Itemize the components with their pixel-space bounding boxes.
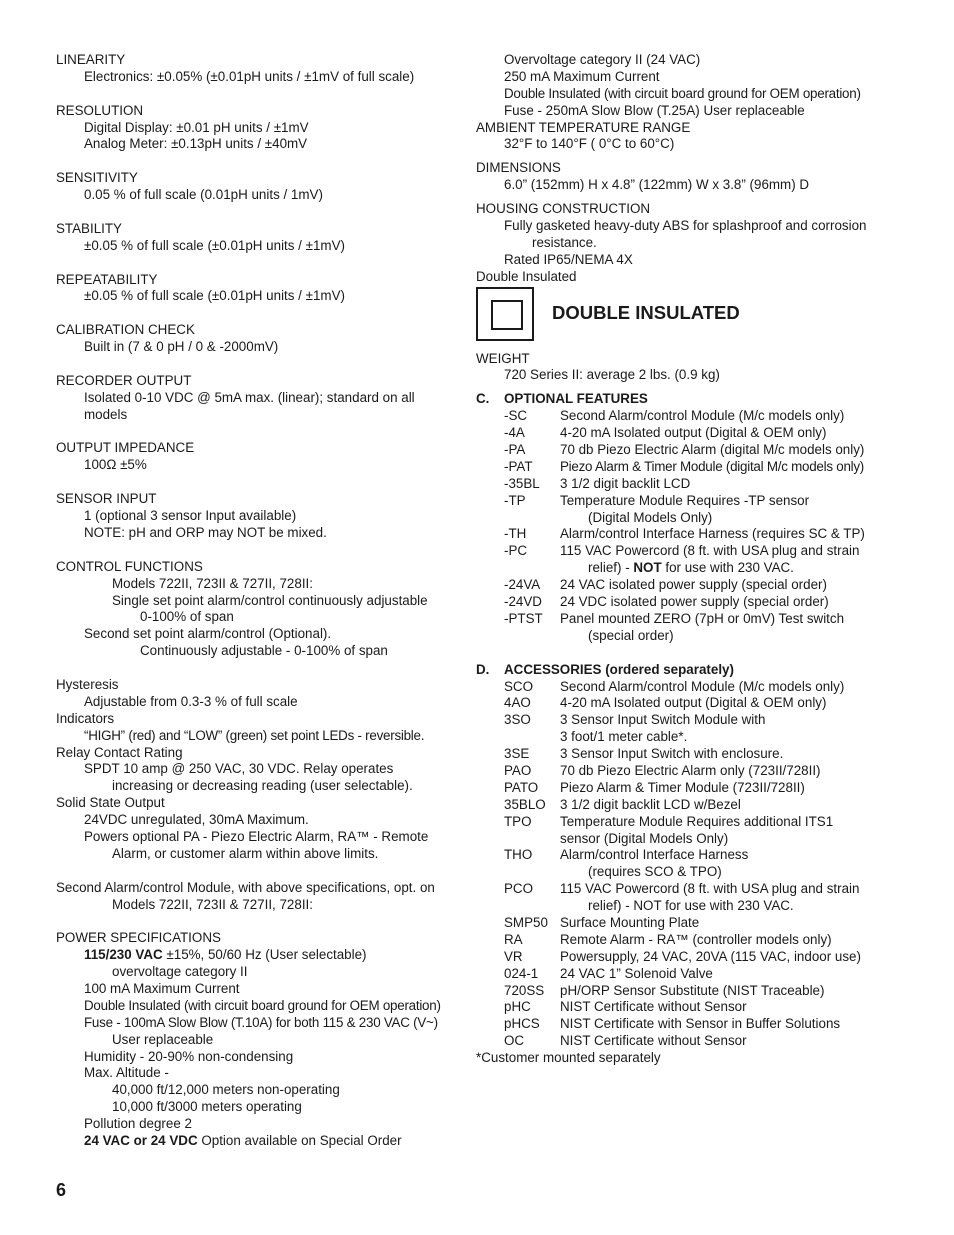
sensor-value: 1 (optional 3 sensor Input available) [84, 508, 297, 524]
power-double-insulated: Double Insulated (with circuit board ground for OEM operation) [84, 997, 441, 1013]
list-item: -35BL 3 1/2 digit backlit LCD [504, 475, 691, 491]
list-item: -PAT Piezo Alarm & Timer Module (digital M/c models only) [504, 458, 865, 474]
left-column [56, 52, 466, 1150]
hysteresis-heading: Hysteresis [56, 676, 119, 692]
power-option-rest: Option available on Special Order [197, 1133, 402, 1148]
indicators-heading: Indicators [56, 710, 115, 726]
power-heading: POWER SPECIFICATIONS [56, 930, 221, 946]
right-column [476, 52, 916, 1067]
sensitivity-heading: SENSITIVITY [56, 170, 138, 186]
sensor-heading: SENSOR INPUT [56, 491, 157, 507]
list-item: 3SO 3 Sensor Input Switch Module with [504, 712, 766, 728]
power-option-line [56, 1133, 466, 1150]
solid-powers: Powers optional PA - Piezo Electric Alarm, RA™ - Remote [84, 828, 429, 844]
housing-value-cont: resistance. [532, 234, 597, 250]
impedance-heading: OUTPUT IMPEDANCE [56, 440, 195, 456]
power-overvoltage: overvoltage category II [112, 964, 248, 980]
page-number: 6 [56, 1180, 67, 1200]
double-insulated-badge [476, 287, 916, 345]
second-module-models: Models 722II, 723II & 727II, 728II: [112, 896, 313, 912]
power-fuse: Fuse - 100mA Slow Blow (T.10A) for both 115 & 230 VAC (V~) [84, 1014, 438, 1030]
control-second-span: Continuously adjustable - 0-100% of span [140, 643, 388, 659]
double-insulated-title: DOUBLE INSULATED [552, 301, 740, 323]
second-module-text: Second Alarm/control Module, with above specifications, opt. on [56, 879, 435, 895]
list-item: -TH Alarm/control Interface Harness (requires SC & TP) [504, 526, 865, 542]
recorder-value-cont: models [84, 406, 128, 422]
accessories-footnote: *Customer mounted separately [476, 1050, 661, 1066]
list-item: TPO Temperature Module Requires additional ITS1 [504, 813, 834, 829]
accessories-list [476, 679, 916, 1051]
repeatability-heading: REPEATABILITY [56, 271, 158, 287]
sensor-note: NOTE: pH and ORP may NOT be mixed. [84, 524, 327, 540]
sensitivity-value: 0.05 % of full scale (0.01pH units / 1mV) [84, 187, 323, 203]
dimensions-heading: DIMENSIONS [476, 160, 561, 176]
power-altitude: Max. Altitude - [84, 1065, 169, 1081]
list-item: THO Alarm/control Interface Harness [504, 847, 749, 863]
relay-value: SPDT 10 amp @ 250 VAC, 30 VDC. Relay operates [84, 761, 394, 777]
weight-value: 720 Series II: average 2 lbs. (0.9 kg) [504, 367, 720, 383]
list-item-cont: sensor (Digital Models Only) [560, 830, 729, 846]
power-user-replaceable: User replaceable [112, 1031, 214, 1047]
list-item: -TP Temperature Module Requires -TP sensor [504, 492, 810, 508]
list-item: VR Powersupply, 24 VAC, 20VA (115 VAC, indoor use) [504, 948, 861, 964]
housing-double-insulated: Double Insulated [476, 268, 577, 284]
power-24-fuse: Fuse - 250mA Slow Blow (T.25A) User replaceable [504, 102, 805, 118]
list-item-cont: relief) - NOT for use with 230 VAC. [588, 560, 794, 576]
list-item: -PC 115 VAC Powercord (8 ft. with USA plug and strain [504, 543, 860, 559]
power-24-double-insulated: Double Insulated (with circuit board ground for OEM operation) [504, 85, 861, 101]
housing-value: Fully gasketed heavy-duty ABS for splashproof and corrosion [504, 218, 867, 234]
resolution-analog: Analog Meter: ±0.13pH units / ±40mV [84, 136, 308, 152]
housing-heading: HOUSING CONSTRUCTION [476, 201, 651, 217]
recorder-value: Isolated 0-10 VDC @ 5mA max. (linear); standard on all [84, 389, 415, 405]
list-item-cont: (special order) [588, 627, 674, 643]
optional-title: OPTIONAL FEATURES [504, 391, 648, 407]
impedance-value: 100Ω ±5% [84, 457, 147, 473]
list-item-cont: (requires SCO & TPO) [588, 864, 722, 880]
recorder-heading: RECORDER OUTPUT [56, 372, 192, 388]
list-item: SCO Second Alarm/control Module (M/c models only) [504, 678, 845, 694]
ambient-heading: AMBIENT TEMPERATURE RANGE [476, 119, 691, 135]
list-item-cont: (Digital Models Only) [588, 509, 713, 525]
power-humidity: Humidity - 20-90% non-condensing [84, 1048, 294, 1064]
list-item: 720SS pH/ORP Sensor Substitute (NIST Traceable) [504, 982, 825, 998]
ambient-value: 32°F to 140°F ( 0°C to 60°C) [504, 136, 675, 152]
calibration-heading: CALIBRATION CHECK [56, 322, 195, 338]
list-item: 35BLO 3 1/2 digit backlit LCD w/Bezel [504, 796, 741, 812]
control-single: Single set point alarm/control continuously adjustable [112, 592, 428, 608]
list-item: RA Remote Alarm - RA™ (controller models only) [504, 931, 832, 947]
list-item: OC NIST Certificate without Sensor [504, 1033, 747, 1049]
indicators-value: “HIGH” (red) and “LOW” (green) set point LEDs - reversible. [84, 727, 425, 743]
optional-features-heading [476, 391, 916, 408]
list-item: PATO Piezo Alarm & Timer Module (723II/728II) [504, 779, 805, 795]
list-item: PAO 70 db Piezo Electric Alarm only (723II/728II) [504, 762, 821, 778]
list-item: 3SE 3 Sensor Input Switch with enclosure. [504, 746, 784, 762]
relay-heading: Relay Contact Rating [56, 744, 183, 760]
list-item: 4AO 4-20 mA Isolated output (Digital & OEM only) [504, 695, 827, 711]
hysteresis-value: Adjustable from 0.3-3 % of full scale [84, 693, 298, 709]
list-item: -PA 70 db Piezo Electric Alarm (digital M/c models only) [504, 442, 865, 458]
double-insulated-symbol-icon [476, 287, 534, 341]
power-24-overvoltage: Overvoltage category II (24 VAC) [504, 52, 701, 67]
list-item: SMP50 Surface Mounting Plate [504, 914, 700, 930]
list-item: pHC NIST Certificate without Sensor [504, 999, 747, 1015]
list-item: 024-1 24 VAC 1” Solenoid Valve [504, 965, 713, 981]
list-item-cont: 3 foot/1 meter cable*. [560, 729, 688, 745]
list-item: -PTST Panel mounted ZERO (7pH or 0mV) Test switch [504, 610, 845, 626]
list-item: pHCS NIST Certificate with Sensor in Buffer Solutions [504, 1016, 841, 1032]
relay-value-cont: increasing or decreasing reading (user selectable). [112, 778, 413, 794]
stability-value: ±0.05 % of full scale (±0.01pH units / ±1mV) [84, 237, 345, 253]
housing-rating: Rated IP65/NEMA 4X [504, 251, 633, 267]
weight-heading: WEIGHT [476, 350, 530, 366]
power-24-current: 250 mA Maximum Current [504, 68, 660, 84]
optional-letter: C. [476, 391, 490, 407]
stability-heading: STABILITY [56, 220, 122, 236]
optional-features-list [476, 408, 916, 644]
list-item: -4A 4-20 mA Isolated output (Digital & OEM only) [504, 425, 827, 441]
power-option-bold: 24 VAC or 24 VDC [84, 1133, 198, 1148]
resolution-digital: Digital Display: ±0.01 pH units / ±1mV [84, 119, 309, 135]
dimensions-value: 6.0” (152mm) H x 4.8” (122mm) W x 3.8” (96mm) D [504, 177, 810, 193]
accessories-title: ACCESSORIES (ordered separately) [504, 661, 734, 677]
repeatability-value: ±0.05 % of full scale (±0.01pH units / ±1mV) [84, 288, 345, 304]
linearity-value: Electronics: ±0.05% (±0.01pH units / ±1mV of full scale) [84, 68, 415, 84]
list-item: -24VA 24 VAC isolated power supply (special order) [504, 577, 827, 593]
list-item-cont: relief) - NOT for use with 230 VAC. [588, 898, 794, 914]
calibration-value: Built in (7 & 0 pH / 0 & -2000mV) [84, 339, 279, 355]
power-vac-line [56, 947, 466, 964]
list-item: PCO 115 VAC Powercord (8 ft. with USA plug and strain [504, 881, 860, 897]
accessories-heading [476, 662, 916, 679]
solid-heading: Solid State Output [56, 795, 165, 811]
list-item: -SC Second Alarm/control Module (M/c models only) [504, 408, 845, 424]
power-altitude-op: 10,000 ft/3000 meters operating [112, 1099, 302, 1115]
power-altitude-nonop: 40,000 ft/12,000 meters non-operating [112, 1082, 340, 1098]
power-pollution: Pollution degree 2 [84, 1116, 192, 1132]
power-current: 100 mA Maximum Current [84, 980, 240, 996]
list-item: -24VD 24 VDC isolated power supply (special order) [504, 594, 829, 610]
solid-powers-cont: Alarm, or customer alarm within above limits. [112, 845, 379, 861]
control-second: Second set point alarm/control (Optional). [84, 626, 332, 642]
power-vac-bold: 115/230 VAC [84, 947, 163, 963]
power-vac-rest: ±15%, 50/60 Hz (User selectable) [162, 947, 367, 963]
linearity-heading: LINEARITY [56, 52, 126, 67]
resolution-heading: RESOLUTION [56, 102, 144, 118]
accessories-letter: D. [476, 661, 490, 677]
control-single-span: 0-100% of span [140, 609, 234, 625]
solid-value: 24VDC unregulated, 30mA Maximum. [84, 812, 309, 828]
control-heading: CONTROL FUNCTIONS [56, 558, 203, 574]
control-models: Models 722II, 723II & 727II, 728II: [112, 575, 313, 591]
